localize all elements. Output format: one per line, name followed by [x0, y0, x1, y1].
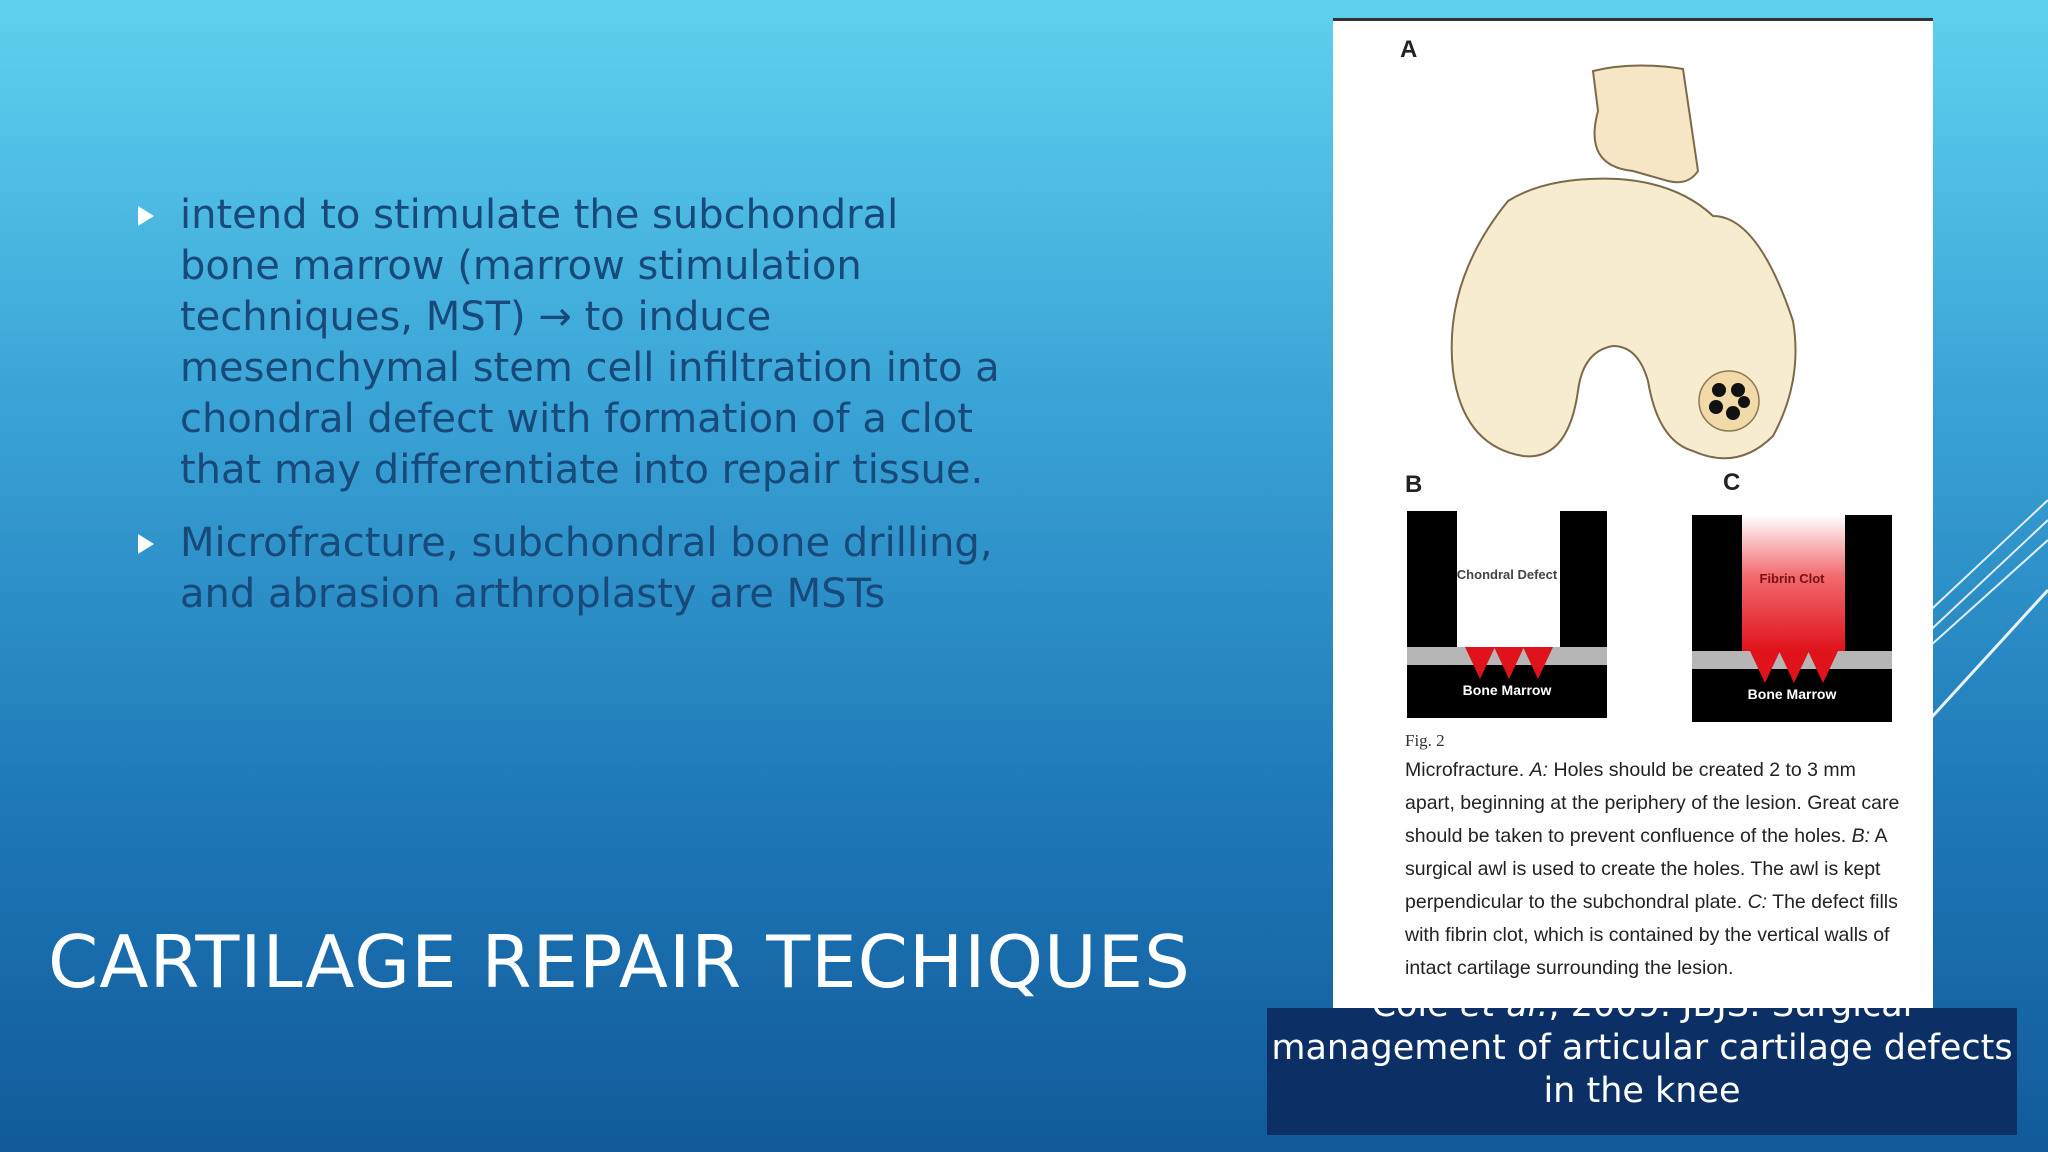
citation-journal: , 2009. JBJS: Surgical [1548, 985, 1913, 1025]
citation-box [1267, 985, 2017, 1135]
figure-image [1333, 18, 1933, 1021]
decorative-diagonal-lines [1920, 480, 2048, 740]
diagram-fibrin-clot [1692, 515, 1892, 722]
bullet-item [138, 190, 1008, 496]
citation-line-2: management of articular cartilage defects [1271, 1028, 2013, 1068]
marrow-label: Bone Marrow [1747, 686, 1837, 702]
panel-label-b: B [1405, 471, 1423, 498]
caption-a-text: Holes should be created 2 to 3 mm apart, beginning at the periphery of the lesion. Great care should be taken to prevent confluence of the holes. [1405, 759, 1900, 847]
caption-b-label: B: [1851, 825, 1871, 847]
defect-label: Chondral Defect [1456, 567, 1558, 582]
slide-title: CARTILAGE REPAIR TECHIQUES [48, 920, 1191, 1004]
citation-line-3: in the knee [1543, 1071, 1741, 1111]
bullet-item [138, 518, 1008, 620]
caption-a-label: A: [1529, 759, 1549, 781]
panel-label-a: A [1400, 36, 1418, 63]
caption-c-text: The defect fills with fibrin clot, which is contained by the vertical walls of intact cartilage surrounding the lesion. [1405, 891, 1898, 979]
citation-et-al: et al. [1459, 985, 1549, 1025]
diagram-chondral-defect [1407, 511, 1607, 718]
caption-b-text: A surgical awl is used to create the holes. The awl is kept perpendicular to the subchondral plate. [1405, 825, 1887, 913]
caption-title: Microfracture. [1405, 759, 1525, 781]
bullet-arrow-icon [138, 534, 154, 554]
femur-illustration [1433, 51, 1853, 471]
citation-line-1 [1267, 984, 2017, 1027]
bullet-arrow-icon [138, 206, 154, 226]
defect-site [1699, 371, 1759, 431]
panel-label-c: C [1723, 469, 1741, 496]
figure-number: Fig. 2 [1405, 731, 1445, 750]
caption-c-label: C: [1747, 891, 1768, 913]
clot-holes-icon [1742, 651, 1845, 685]
bullet-list [138, 190, 1008, 642]
figure-caption [1405, 754, 1905, 985]
awl-holes-icon [1457, 647, 1560, 681]
bullet-text: Microfracture, subchondral bone drilling, and abrasion arthroplasty are MSTs [180, 520, 993, 617]
bullet-text: intend to stimulate the subchondral bone marrow (marrow stimulation techniques, MST) → to induce mesenchymal stem cell infiltration into a chondral defect with formation of a clot that may differentiate into repair tissue. [180, 192, 1000, 493]
clot-label: Fibrin Clot [1759, 571, 1825, 586]
citation-author: Cole [1371, 985, 1460, 1025]
marrow-label: Bone Marrow [1462, 682, 1552, 698]
